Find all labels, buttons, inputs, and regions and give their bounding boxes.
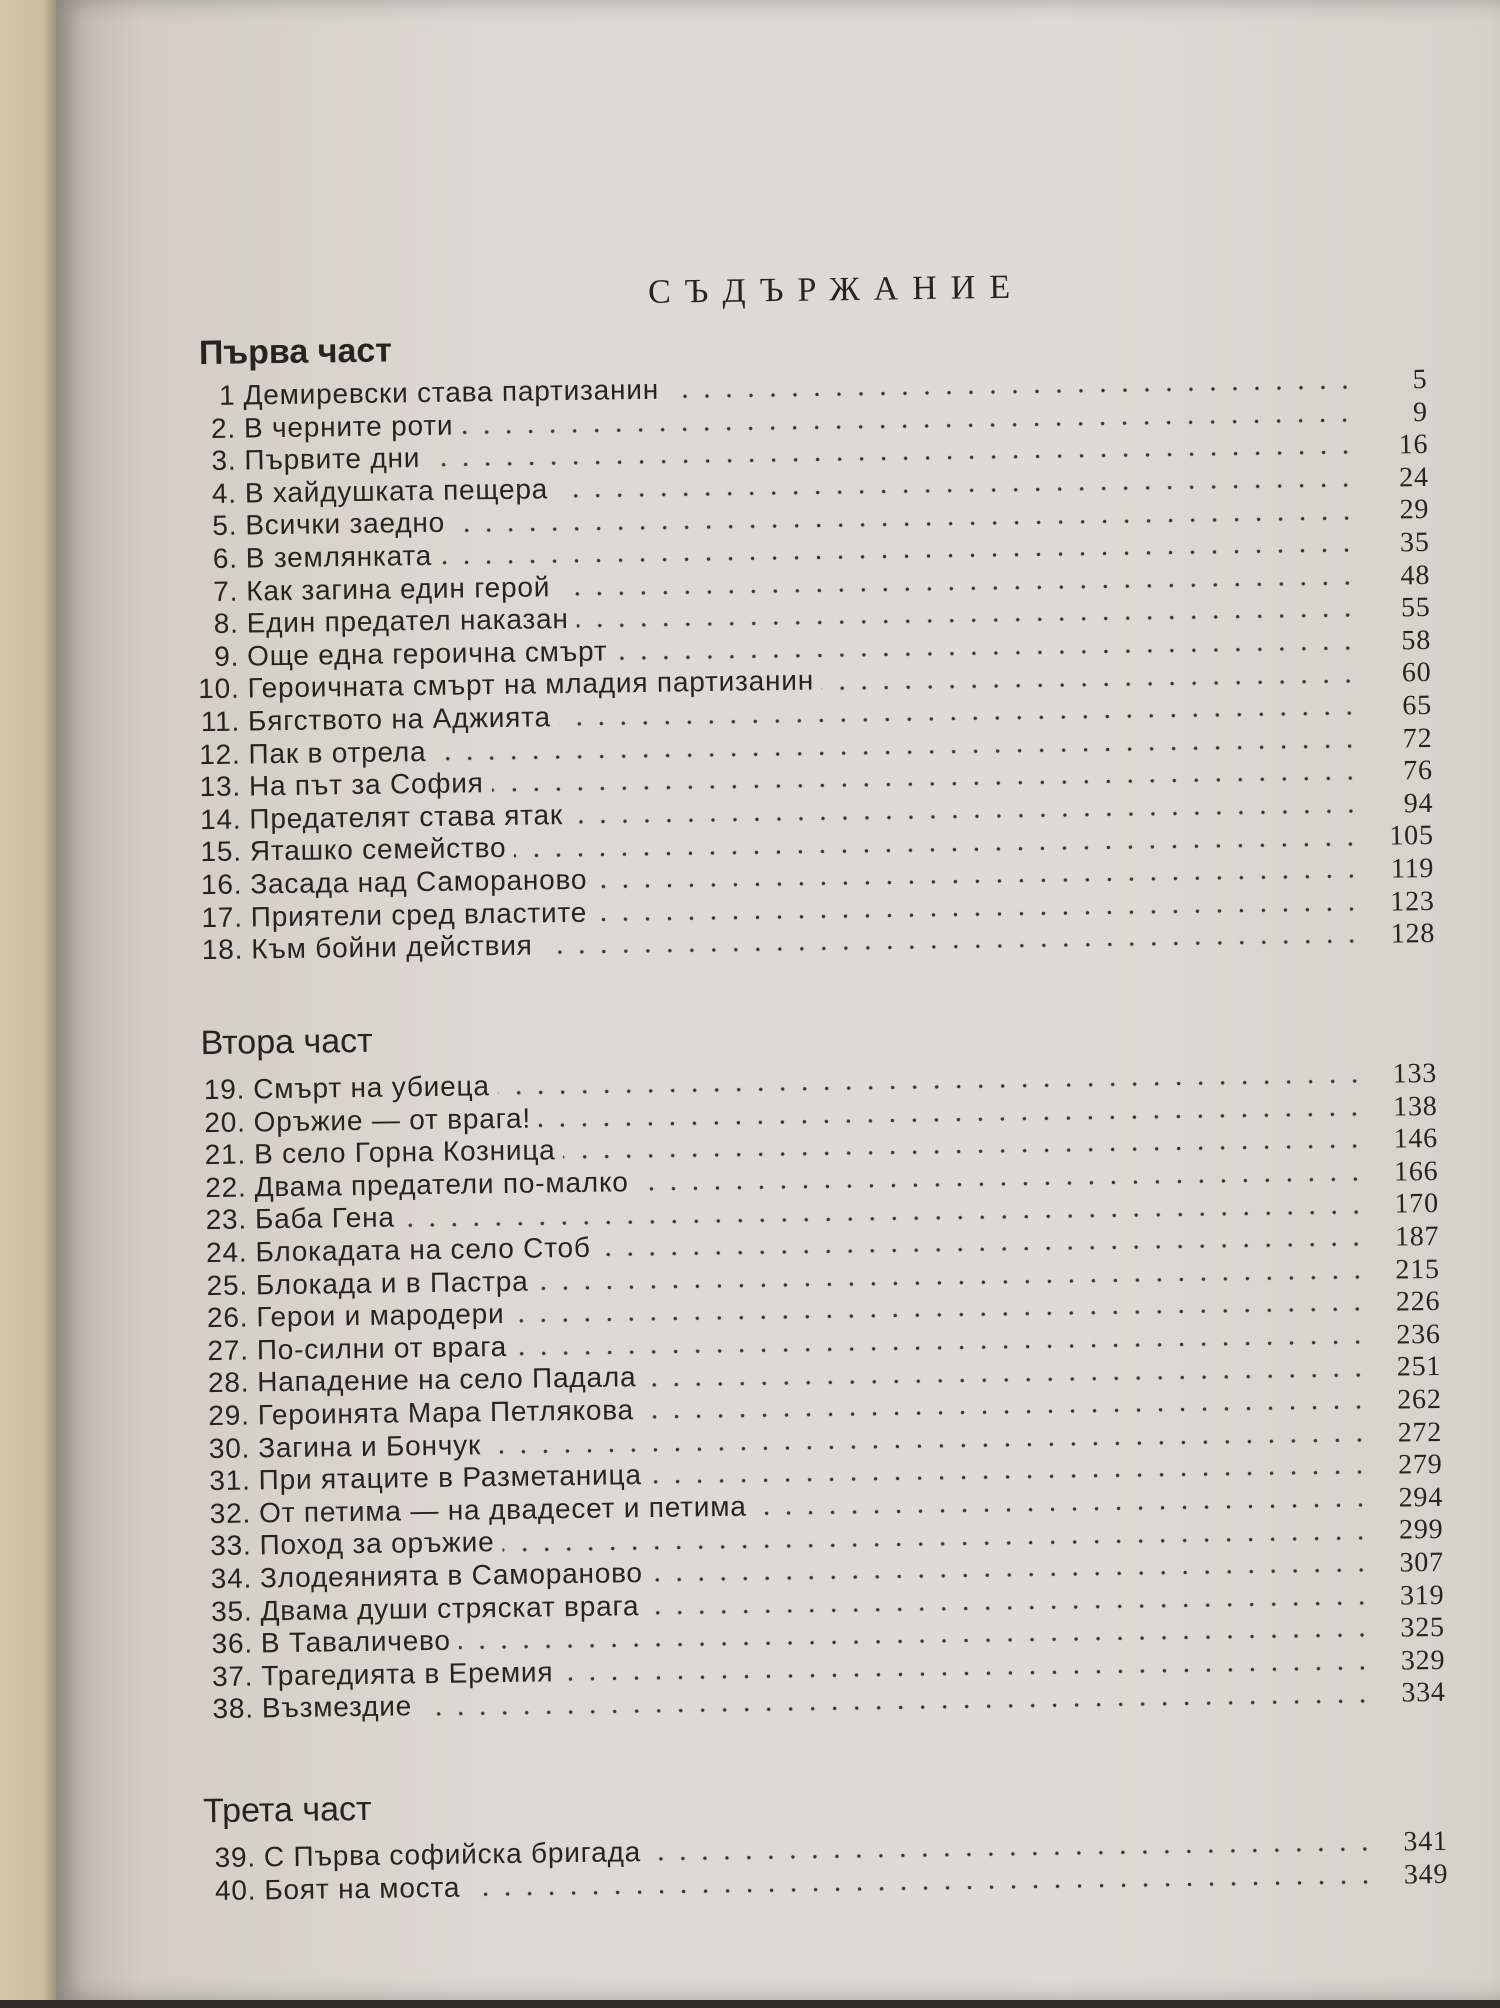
chapter-title: Всички заедно	[245, 507, 446, 541]
chapter-title: Поход за оръжие	[259, 1526, 495, 1561]
page-title: СЪДЪРЖАНИЕ	[647, 268, 1025, 311]
chapter-number: 27.	[207, 1334, 250, 1366]
page-number: 325	[1400, 1611, 1446, 1644]
chapter-title: Засада над Самораново	[250, 863, 588, 900]
facing-page-edge	[0, 0, 62, 2000]
chapter-title: Към бойни действия	[251, 929, 533, 965]
part-heading-2: Втора част	[200, 1021, 373, 1063]
page-number: 215	[1395, 1253, 1441, 1286]
chapter-number: 24.	[205, 1236, 248, 1269]
chapter-number: 30.	[208, 1432, 251, 1464]
chapter-title: Герои и мародери	[256, 1298, 505, 1333]
chapter-number: 20.	[204, 1106, 246, 1138]
page-number: 5	[1412, 363, 1428, 396]
chapter-number: 10.	[198, 672, 240, 705]
page-number: 29	[1399, 494, 1430, 526]
chapter-title: В черните роти	[243, 409, 454, 444]
chapter-title: Бягството на Аджията	[247, 701, 552, 737]
chapter-list-part-3	[198, 1825, 1449, 1908]
chapter-number: 40.	[214, 1874, 257, 1906]
chapter-title: На път за София	[248, 767, 484, 802]
chapter-number: 22.	[205, 1171, 247, 1203]
chapter-number: 2.	[210, 412, 237, 444]
page-number: 341	[1403, 1825, 1449, 1858]
page-number: 307	[1399, 1546, 1445, 1579]
chapter-list-part-2	[187, 1057, 1446, 1726]
chapter-title: Загина и Бончук	[257, 1428, 482, 1463]
chapter-number: 33.	[210, 1529, 252, 1562]
chapter-number: 1	[218, 379, 236, 411]
chapter-title: Героинята Мара Петлякова	[257, 1394, 635, 1431]
chapter-number: 29.	[208, 1399, 250, 1432]
chapter-title: В землянката	[245, 539, 433, 574]
chapter-title: Блокада и в Пастра	[255, 1265, 529, 1300]
chapter-number: 38.	[212, 1692, 255, 1725]
chapter-title: Блокадата на село Стоб	[255, 1231, 591, 1268]
chapter-number: 12.	[198, 738, 241, 770]
chapter-title: В Таваличево	[260, 1624, 452, 1659]
chapter-number: 9.	[213, 640, 240, 672]
chapter-number: 13.	[199, 770, 242, 803]
chapter-title: Злодеянията в Самораново	[259, 1556, 644, 1594]
page-number: 48	[1400, 559, 1431, 591]
chapter-number: 7.	[213, 575, 239, 607]
chapter-number: 6.	[212, 542, 238, 574]
dot-leader	[468, 1878, 1376, 1899]
chapter-title: Първите дни	[244, 442, 421, 476]
chapter-title: Още една героична смърт	[246, 635, 608, 672]
page-number: 251	[1396, 1351, 1442, 1383]
chapter-number: 31.	[209, 1464, 251, 1497]
chapter-title: Смърт на убиеца	[252, 1070, 490, 1105]
page-number: 94	[1403, 787, 1434, 820]
part-heading-3: Трета част	[203, 1789, 372, 1831]
chapter-title: В хайдушката пещера	[244, 473, 549, 509]
chapter-title: Боят на моста	[264, 1871, 461, 1905]
page-number: 226	[1395, 1286, 1441, 1318]
chapter-number: 16.	[200, 868, 243, 901]
chapter-title: Двама души стряскат врага	[260, 1589, 640, 1626]
page-number: 299	[1398, 1514, 1444, 1546]
chapter-number: 14.	[199, 803, 242, 835]
chapter-number: 21.	[204, 1138, 247, 1171]
chapter-title: Възмездие	[261, 1690, 413, 1724]
page-number: 119	[1390, 852, 1435, 885]
chapter-number: 19.	[203, 1073, 246, 1106]
chapter-number: 18.	[201, 933, 244, 966]
chapter-number: 37.	[211, 1660, 254, 1692]
table-of-contents	[172, 0, 1450, 2008]
page-number: 187	[1394, 1220, 1440, 1253]
page-number: 133	[1392, 1057, 1438, 1090]
page-number: 35	[1399, 526, 1430, 559]
page-number: 146	[1393, 1123, 1439, 1155]
chapter-number: 34.	[210, 1562, 253, 1594]
chapter-title: Оръжие — от врага!	[253, 1102, 532, 1138]
page-number: 55	[1400, 592, 1431, 624]
page-number: 123	[1390, 885, 1435, 918]
chapter-title: Пак в отрела	[248, 735, 427, 770]
page-number: 128	[1390, 918, 1436, 950]
page-number: 236	[1396, 1318, 1441, 1351]
page-number: 294	[1398, 1481, 1444, 1514]
page-number: 334	[1401, 1677, 1446, 1709]
chapter-number: 32.	[209, 1497, 252, 1529]
chapter-number: 25.	[206, 1269, 249, 1301]
page-number: 9	[1412, 396, 1429, 428]
page-number: 170	[1394, 1188, 1440, 1220]
page-number: 58	[1401, 624, 1432, 657]
page-number: 76	[1403, 755, 1434, 787]
chapter-number: 15.	[200, 835, 243, 868]
chapter-list-part-1	[177, 363, 1435, 967]
chapter-title: Трагедията в Еремия	[261, 1656, 554, 1692]
page-number: 65	[1402, 689, 1433, 722]
chapter-number: 23.	[205, 1203, 248, 1236]
chapter-number: 17.	[201, 901, 243, 933]
chapter-number: 3.	[211, 444, 237, 477]
chapter-title: Двама предатели по-малко	[254, 1165, 629, 1203]
page-number: 138	[1392, 1090, 1438, 1123]
chapter-title: При ятаците в Разметаница	[258, 1459, 642, 1496]
chapter-number: 11.	[200, 705, 241, 738]
chapter-number: 36.	[211, 1627, 254, 1660]
page-number: 105	[1389, 820, 1434, 852]
chapter-number: 35.	[210, 1595, 253, 1627]
page-number: 272	[1397, 1416, 1443, 1449]
chapter-number: 28.	[207, 1366, 250, 1399]
dot-leader	[420, 1696, 1374, 1717]
chapter-title: От петима — на двадесет и петима	[258, 1490, 747, 1529]
chapter-title: С Първа софийска бригада	[263, 1836, 642, 1873]
page-number: 319	[1399, 1579, 1445, 1611]
chapter-number: 39.	[214, 1841, 257, 1874]
dot-leader	[822, 677, 1360, 693]
page-number: 279	[1397, 1449, 1443, 1481]
page-number: 60	[1401, 657, 1432, 689]
chapter-title: Нападение на село Падала	[257, 1361, 637, 1398]
chapter-number: 5.	[212, 509, 238, 542]
chapter-number: 4.	[211, 477, 238, 509]
chapter-title: В село Горна Козница	[253, 1134, 556, 1170]
chapter-title: Яташко семейство	[249, 832, 507, 867]
page-number: 166	[1393, 1155, 1439, 1188]
chapter-title: Демиревски става партизанин	[243, 373, 660, 411]
book-page	[56, 0, 1500, 2000]
page-number: 349	[1403, 1858, 1449, 1891]
page-number: 262	[1397, 1383, 1442, 1416]
page-number: 16	[1398, 429, 1429, 461]
chapter-number: 26.	[206, 1301, 249, 1334]
chapter-title: По-силни от врага	[256, 1330, 508, 1366]
part-heading-1: Първа част	[198, 331, 393, 373]
chapter-title: Предателят става ятак	[249, 798, 564, 835]
chapter-title: Приятели сред властите	[250, 896, 588, 932]
chapter-title: Баба Гена	[254, 1201, 396, 1235]
page-number: 329	[1400, 1644, 1446, 1677]
page-number: 24	[1398, 461, 1429, 494]
chapter-title: Героичната смърт на младия партизанин	[247, 664, 815, 704]
chapter-number: 8.	[213, 607, 239, 640]
dot-leader	[541, 937, 1364, 956]
page-number: 72	[1402, 722, 1433, 754]
chapter-title: Един предател наказан	[246, 603, 569, 639]
chapter-title: Как загина един герой	[246, 570, 551, 607]
